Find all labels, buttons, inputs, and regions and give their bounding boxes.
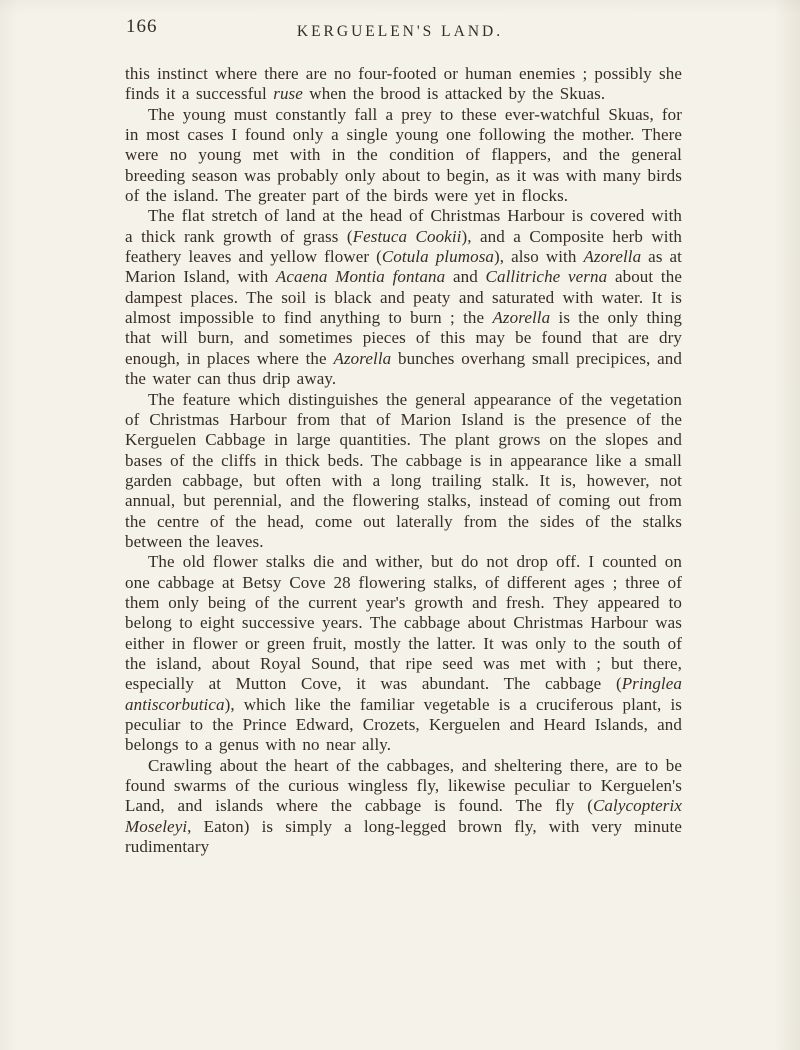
page-header bbox=[0, 0, 800, 60]
body-text: ), which like the familiar vegetable is a cruciferous plant, is peculiar to the Prince Edward, Crozets, Kerguelen and Heard Islands, and belongs to a genus with no near ally. bbox=[125, 694, 682, 755]
paragraph bbox=[125, 64, 682, 105]
body-text: is the only thing that will burn, and sometimes pieces of this may be found that are dry enough, in places where the bbox=[125, 308, 682, 368]
paragraph bbox=[125, 105, 682, 207]
paragraph bbox=[125, 390, 682, 553]
italic-text: Pringlea antiscorbutica bbox=[125, 674, 682, 714]
italic-text: Festuca Cookii bbox=[352, 226, 462, 246]
running-title: KERGUELEN'S LAND. bbox=[296, 23, 504, 40]
italic-text: Acaena Montia fontana bbox=[275, 267, 446, 287]
paragraph bbox=[125, 206, 682, 389]
body-text: The young must constantly fall a prey to these ever-watchful Skuas, for in most cases I found only a single young one following the mother. There were no young met with in the condition of flappers, and the general breeding season was probably only about to begin, as it was with many birds of the island. The greater part of the birds were yet in flocks. bbox=[125, 104, 682, 206]
paragraph bbox=[125, 552, 682, 755]
body-text: The feature which distinguishes the general appearance of the vegetation of Christmas Harbour from that of Marion Island is the presence of the Kerguelen Cabbage in large quantities. The plant grows on the slopes and bases of the cliffs in thick beds. The cabbage is in appearance like a small garden cabbage, but often with a long trailing stalk. It is, however, not annual, but perennial, and the flowering stalks, instead of coming out from the centre of the head, come out laterally from the sides of the stalks between the leaves. bbox=[125, 389, 682, 551]
italic-text: Calycopterix Moseleyi bbox=[125, 796, 682, 836]
italic-text: Cotula plumosa bbox=[381, 247, 495, 267]
italic-text: Callitriche verna bbox=[485, 267, 608, 287]
body-text: ), also with bbox=[494, 247, 584, 267]
page-body bbox=[125, 64, 682, 857]
body-text: about the dampest places. The soil is black and peaty and saturated with water. It is almost impossible to find anything to burn ; the bbox=[125, 267, 682, 328]
body-text: The flat stretch of land at the head of Christmas Harbour is covered with a thick rank growth of grass ( bbox=[125, 206, 682, 246]
body-text: Crawling about the heart of the cabbages, and sheltering there, are to be found swarms of the curious wingless fly, likewise peculiar to Kerguelen's Land, and islands where the cabbage is found. The fly ( bbox=[125, 755, 682, 816]
body-text: ), and a Composite herb with feathery leaves and yellow flower ( bbox=[125, 226, 682, 267]
italic-text: Azorella bbox=[492, 308, 551, 328]
body-text: and bbox=[445, 267, 486, 287]
paragraph bbox=[125, 756, 682, 858]
italic-text: ruse bbox=[273, 84, 303, 104]
body-text: bunches overhang small precipices, and the water can thus drip away. bbox=[125, 348, 683, 389]
body-text: The old flower stalks die and wither, but do not drop off. I counted on one cabbage at Betsy Cove 28 flowering stalks, of different ages ; three of them only being of the current year's growth and fresh. They appeared to belong to eight successive years. The cabbage about Christmas Harbour was either in flower or green fruit, mostly the latter. It was only to the south of the island, about Royal Sound, that ripe seed was met with ; but there, especially at Mutton Cove, it was abundant. The cabbage ( bbox=[125, 552, 682, 694]
body-text: as at Marion Island, with bbox=[125, 247, 682, 287]
body-text: , Eaton) is simply a long-legged brown fly, with very minute rudimentary bbox=[125, 816, 682, 857]
body-text: when the brood is attacked by the Skuas. bbox=[302, 84, 606, 104]
italic-text: Azorella bbox=[583, 247, 642, 267]
page-number: 166 bbox=[126, 16, 158, 37]
italic-text: Azorella bbox=[333, 348, 392, 368]
body-text: this instinct where there are no four-footed or human enemies ; possibly she finds it a successful bbox=[125, 64, 682, 104]
